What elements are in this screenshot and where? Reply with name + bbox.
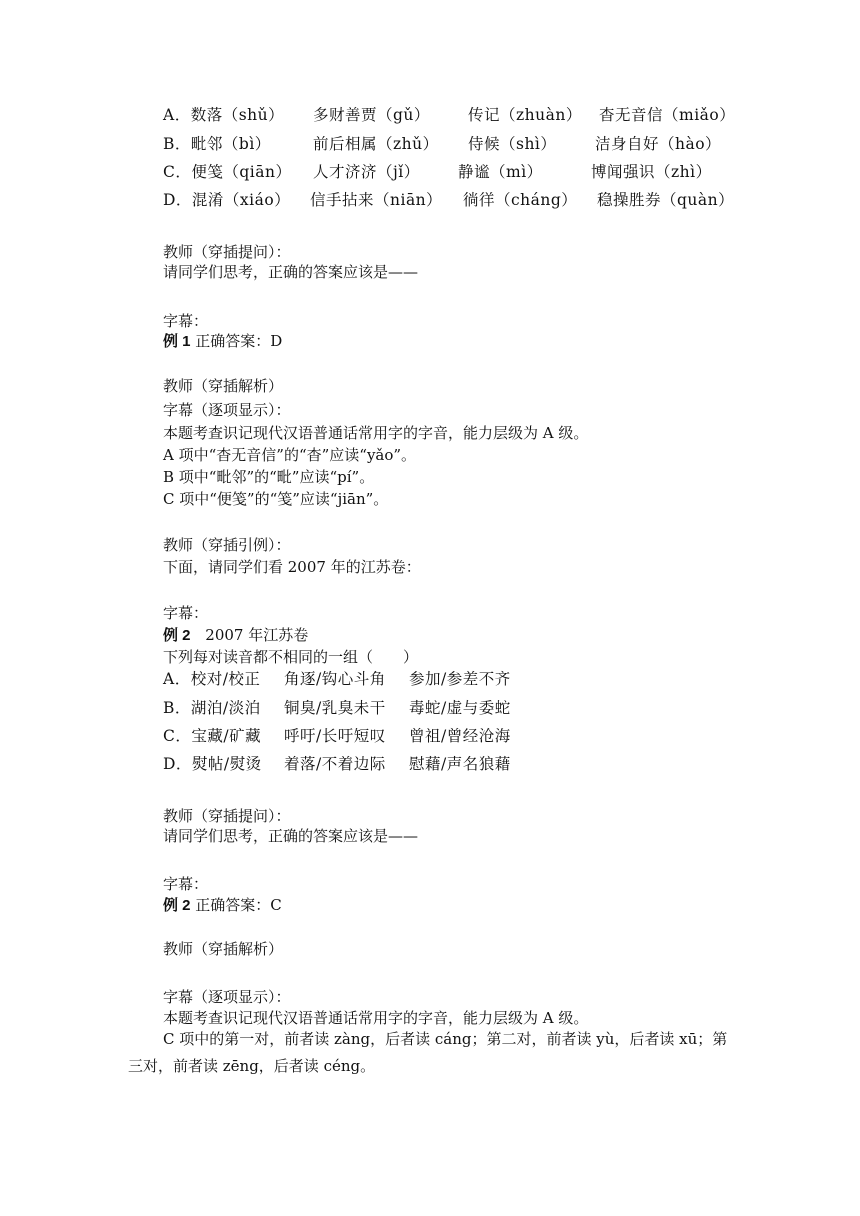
q1-explain-line-4: C 项中“便笺”的“笺”应读“jiān”。 bbox=[163, 490, 389, 508]
q1-d-item-1: D．混淆（xiáo） bbox=[163, 191, 291, 209]
q2-d-item-1: D．熨帖/熨烫 bbox=[163, 755, 262, 773]
q1-a-item-2: 多财善贾（gǔ） bbox=[313, 106, 430, 124]
q2-teacher-ask: 教师（穿插提问）： bbox=[163, 807, 291, 825]
q1-ask-text: 请同学们思考，正确的答案应该是—— bbox=[163, 263, 419, 281]
q2-ask-text: 请同学们思考，正确的答案应该是—— bbox=[163, 827, 419, 845]
q2-c-item-1: C．宝藏/矿藏 bbox=[163, 727, 262, 745]
q1-explain-line-1: 本题考查识记现代汉语普通话常用字的字音，能力层级为 A 级。 bbox=[163, 424, 589, 442]
q2-subtitle-label-2: 字幕： bbox=[163, 875, 209, 893]
q2-a-item-2: 角逐/钩心斗角 bbox=[284, 670, 386, 688]
q2-c-item-2: 呼吁/长吁短叹 bbox=[284, 727, 386, 745]
q1-explain-line-3: B 项中“毗邻”的“毗”应读“pí”。 bbox=[163, 468, 375, 486]
q1-answer-text: 正确答案：D bbox=[195, 332, 283, 350]
q1-subtitle-label: 字幕： bbox=[163, 312, 209, 330]
q2-title bbox=[163, 625, 740, 646]
q1-teacher-ask: 教师（穿插提问）： bbox=[163, 243, 291, 261]
q1-c-item-3: 静谧（mì） bbox=[458, 163, 543, 181]
q1-b-item-3: 侍候（shì） bbox=[468, 135, 557, 153]
q2-explain-paragraph: C 项中的第一对，前者读 zàng，后者读 cáng；第二对，前者读 yù，后者读 xū；第三对，前者读 zēng，后者读 céng。 bbox=[128, 1030, 728, 1075]
q1-explain-line-2: A 项中“杳无音信”的“杳”应读“yǎo”。 bbox=[163, 446, 417, 464]
q2-b-item-2: 铜臭/乳臭未干 bbox=[284, 699, 386, 717]
q2-explain-line: 本题考查识记现代汉语普通话常用字的字音，能力层级为 A 级。 bbox=[163, 1009, 589, 1027]
q2-d-item-3: 慰藉/声名狼藉 bbox=[409, 755, 511, 773]
q1-c-item-2: 人才济济（jǐ） bbox=[313, 163, 420, 181]
q1-d-item-3: 徜徉（cháng） bbox=[463, 191, 578, 209]
q1-answer bbox=[163, 331, 740, 352]
q2-a-item-1: A．校对/校正 bbox=[163, 670, 261, 688]
intro-teacher-example: 教师（穿插引例）： bbox=[163, 536, 291, 554]
q2-d-item-2: 着落/不着边际 bbox=[284, 755, 386, 773]
q1-a-item-1: A．数落（shǔ） bbox=[163, 106, 285, 124]
q1-c-item-4: 博闻强识（zhì） bbox=[591, 163, 712, 181]
q2-b-item-3: 毒蛇/虚与委蛇 bbox=[409, 699, 511, 717]
q2-answer-text: 正确答案：C bbox=[195, 896, 282, 914]
q2-title-label: 例 2 bbox=[163, 627, 191, 644]
q2-a-item-3: 参加/参差不齐 bbox=[409, 670, 511, 688]
intro-text: 下面，请同学们看 2007 年的江苏卷： bbox=[163, 558, 421, 576]
q1-teacher-explain: 教师（穿插解析） bbox=[163, 377, 284, 395]
q1-d-item-2: 信手拈来（niān） bbox=[310, 191, 443, 209]
q1-b-item-4: 洁身自好（hào） bbox=[595, 135, 722, 153]
q2-prompt: 下列每对读音都不相同的一组（ ） bbox=[163, 648, 419, 666]
q1-b-item-1: B．毗邻（bì） bbox=[163, 135, 271, 153]
q2-answer bbox=[163, 895, 740, 916]
q1-a-item-3: 传记（zhuàn） bbox=[468, 106, 582, 124]
q1-a-item-4: 杳无音信（miǎo） bbox=[599, 106, 736, 124]
q1-answer-label: 例 1 bbox=[163, 333, 191, 350]
q2-subtitle-step: 字幕（逐项显示）： bbox=[163, 988, 291, 1006]
q1-c-item-1: C．便笺（qiān） bbox=[163, 163, 292, 181]
q2-teacher-explain: 教师（穿插解析） bbox=[163, 940, 284, 958]
q2-b-item-1: B．湖泊/淡泊 bbox=[163, 699, 261, 717]
q1-subtitle-step: 字幕（逐项显示）： bbox=[163, 401, 291, 419]
q1-b-item-2: 前后相属（zhǔ） bbox=[313, 135, 439, 153]
q2-c-item-3: 曾祖/曾经沧海 bbox=[409, 727, 511, 745]
q2-subtitle-label: 字幕： bbox=[163, 604, 209, 622]
q1-d-item-4: 稳操胜券（quàn） bbox=[597, 191, 735, 209]
q2-title-text: 2007 年江苏卷 bbox=[205, 626, 309, 644]
q2-answer-label: 例 2 bbox=[163, 897, 191, 914]
